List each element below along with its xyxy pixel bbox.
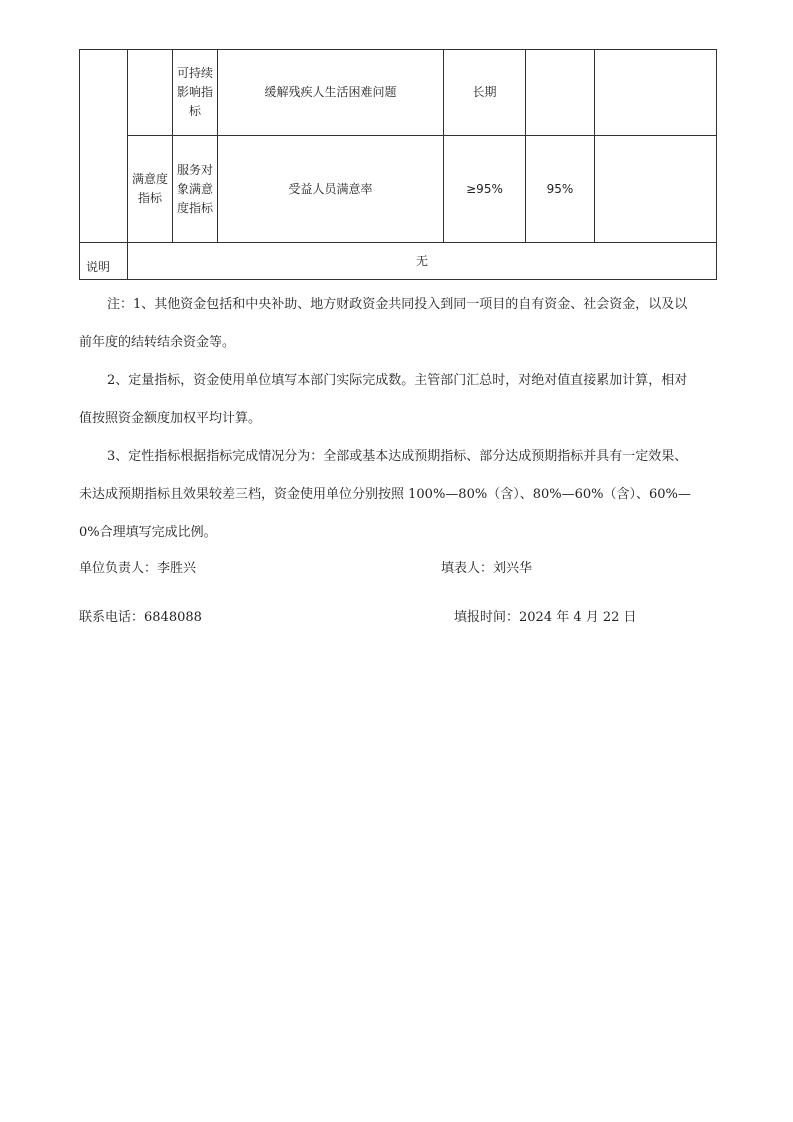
footnote-line: 3、定性指标根据指标完成情况分为：全部或基本达成预期指标、部分达成预期指标并具有一定效果、 bbox=[107, 449, 688, 464]
footnote-3 bbox=[79, 438, 719, 552]
sub-category-cell: 可持续影响指标 bbox=[173, 50, 218, 136]
footnote-line: 值按照资金额度加权平均计算。 bbox=[79, 411, 262, 426]
sub-category-cell: 服务对象满意度指标 bbox=[173, 136, 218, 243]
actual-value-cell: 95% bbox=[526, 136, 595, 243]
indicator-content-cell: 缓解残疾人生活困难问题 bbox=[218, 50, 444, 136]
footnote-line: 0%合理填写完成比例。 bbox=[79, 525, 217, 540]
notes-value-cell: 无 bbox=[128, 243, 717, 280]
notes-label-cell: 说明 bbox=[80, 243, 128, 280]
unit-head-signature: 单位负责人：李胜兴 bbox=[79, 561, 197, 576]
second-category-cell: 满意度指标 bbox=[128, 136, 173, 243]
contact-phone: 联系电话：6848088 bbox=[79, 610, 202, 625]
second-category-cell bbox=[128, 50, 173, 136]
target-value-cell: 长期 bbox=[444, 50, 526, 136]
footnote-line: 注：1、其他资金包括和中央补助、地方财政资金共同投入到同一项目的自有资金、社会资金，以及以 bbox=[107, 297, 688, 312]
indicator-content-cell: 受益人员满意率 bbox=[218, 136, 444, 243]
table-row bbox=[80, 243, 717, 280]
remark-cell bbox=[595, 50, 717, 136]
filler-signature: 填表人：刘兴华 bbox=[441, 561, 533, 576]
performance-table bbox=[79, 49, 717, 280]
footnote-line: 2、定量指标，资金使用单位填写本部门实际完成数。主管部门汇总时，对绝对值直接累加计算，相对 bbox=[107, 373, 688, 388]
remark-cell bbox=[595, 136, 717, 243]
first-category-cell bbox=[80, 50, 128, 243]
footnote-line: 前年度的结转结余资金等。 bbox=[79, 335, 236, 350]
actual-value-cell bbox=[526, 50, 595, 136]
footnote-1 bbox=[79, 286, 719, 362]
footnote-2 bbox=[79, 362, 719, 438]
fill-date: 填报时间：2024 年 4 月 22 日 bbox=[454, 610, 637, 625]
target-value-cell: ≥95% bbox=[444, 136, 526, 243]
table-row bbox=[80, 50, 717, 136]
footnote-line: 未达成预期指标且效果较差三档，资金使用单位分别按照 100%—80%（含）、80%—60%（含）、60%— bbox=[79, 487, 691, 502]
table-row bbox=[80, 136, 717, 243]
